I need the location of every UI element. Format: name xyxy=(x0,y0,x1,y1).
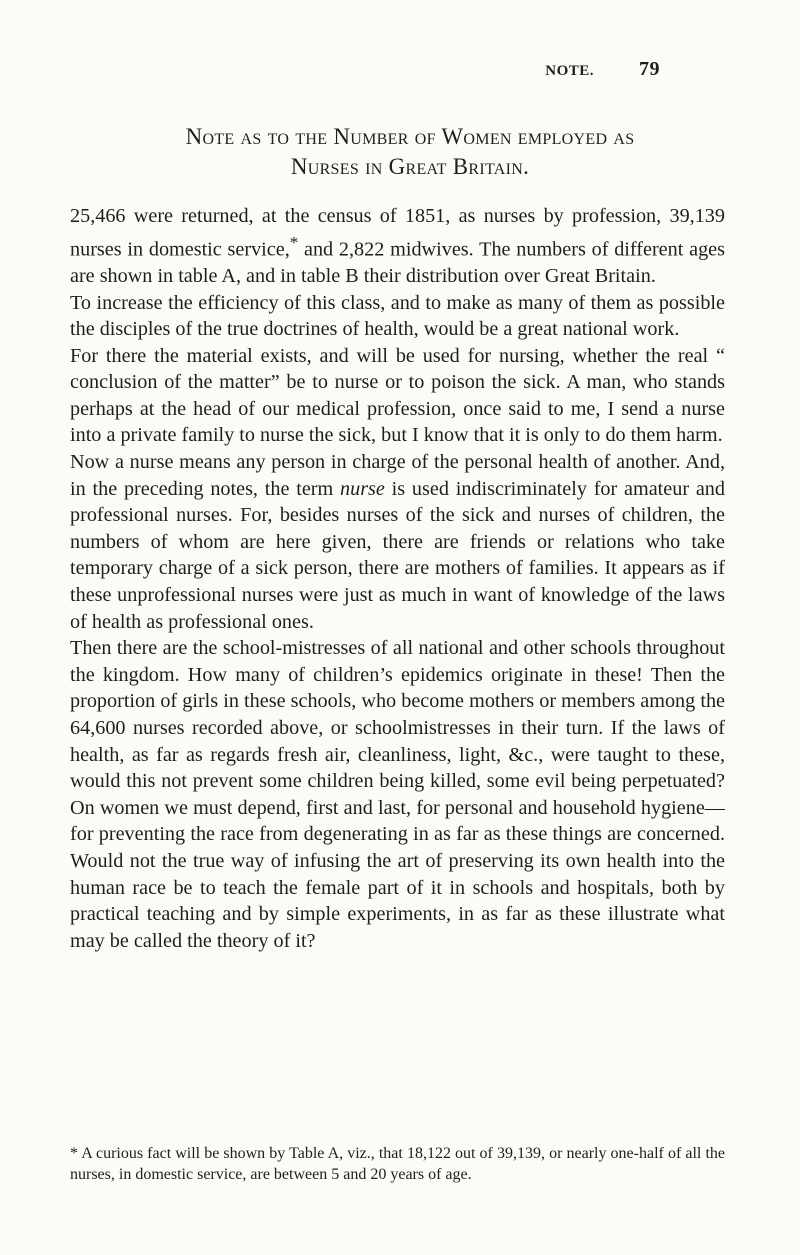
heading-line-1: Note as to the Number of Women employed as xyxy=(185,124,635,149)
running-head xyxy=(200,58,660,81)
paragraph-5: Then there are the school-mistresses of all national and other schools throughout the kingdom. How many of children’s epidemics originate in these! Then the proportion of girls in these schools, who become mothers or members among the 64,600 nurses recorded above, or schoolmistresses in their turn. If the laws of health, as far as regards fresh air, cleanliness, light, &c., were taught to these, would this not prevent some children being killed, some evil being perpetuated? On women we must depend, first and last, for personal and household hygiene—for preventing the race from degenerating in as far as these things are concerned. Would not the true way of infusing the art of preserving its own health into the human race be to teach the female part of it in schools and hospitals, both by practical teaching and by simple experiments, in as far as these illustrate what may be called the theory of it? xyxy=(70,637,725,952)
footnote-text: A curious fact will be shown by Table A, viz., that 18,122 out of 39,139, or nearly one-half of all the nurses, in domestic service, are between 5 and 20 years of age. xyxy=(70,1145,725,1183)
section-heading xyxy=(80,122,740,182)
footnote-mark: * xyxy=(70,1145,78,1162)
paragraph-4-text-a: Now a nurse means any person in charge of the personal health of another. And, in the preceding notes, the term xyxy=(70,451,725,500)
paragraph-1-text-a: 25,466 were returned, at the census of 1851, as nurses by profession, 39,139 nurses in domestic service, xyxy=(70,205,725,261)
paragraph-3: For there the material exists, and will be used for nursing, whether the real “ conclusion of the matter” be to nurse or to poison the sick. A man, who stands perhaps at the head of our medical profession, once said to me, I send a nurse into a private family to nurse the sick, but I know that it is only to do them harm. xyxy=(70,344,725,447)
footnote xyxy=(70,1143,725,1185)
heading-line-2: Nurses in Great Britain. xyxy=(290,154,530,179)
footnote-reference: * xyxy=(289,232,299,252)
paragraph-2: To increase the efficiency of this class, and to make as many of them as possible the disciples of the true doctrines of health, would be a great national work. xyxy=(70,291,725,341)
running-title: NOTE. xyxy=(545,63,594,79)
paragraph-1 xyxy=(70,203,725,290)
paragraph-4-text-b: is used indiscriminately for amateur and professional nurses. For, besides nurses of the sick and nurses of children, the numbers of whom are here given, there are friends or relations who take temporary charge of a sick person, there are mothers of families. It appears as if these unprofessional nurses were just as much in want of knowledge of the laws of health as professional ones. xyxy=(70,477,725,633)
body-text xyxy=(70,203,725,954)
paragraph-1-text-b: and 2,822 midwives. The numbers of different ages are shown in table A, and in table B their distribution over Great Britain. xyxy=(70,238,725,287)
paragraph-4-emphasis: nurse xyxy=(340,477,385,500)
page-number: 79 xyxy=(639,58,660,80)
paragraph-4 xyxy=(70,449,725,635)
